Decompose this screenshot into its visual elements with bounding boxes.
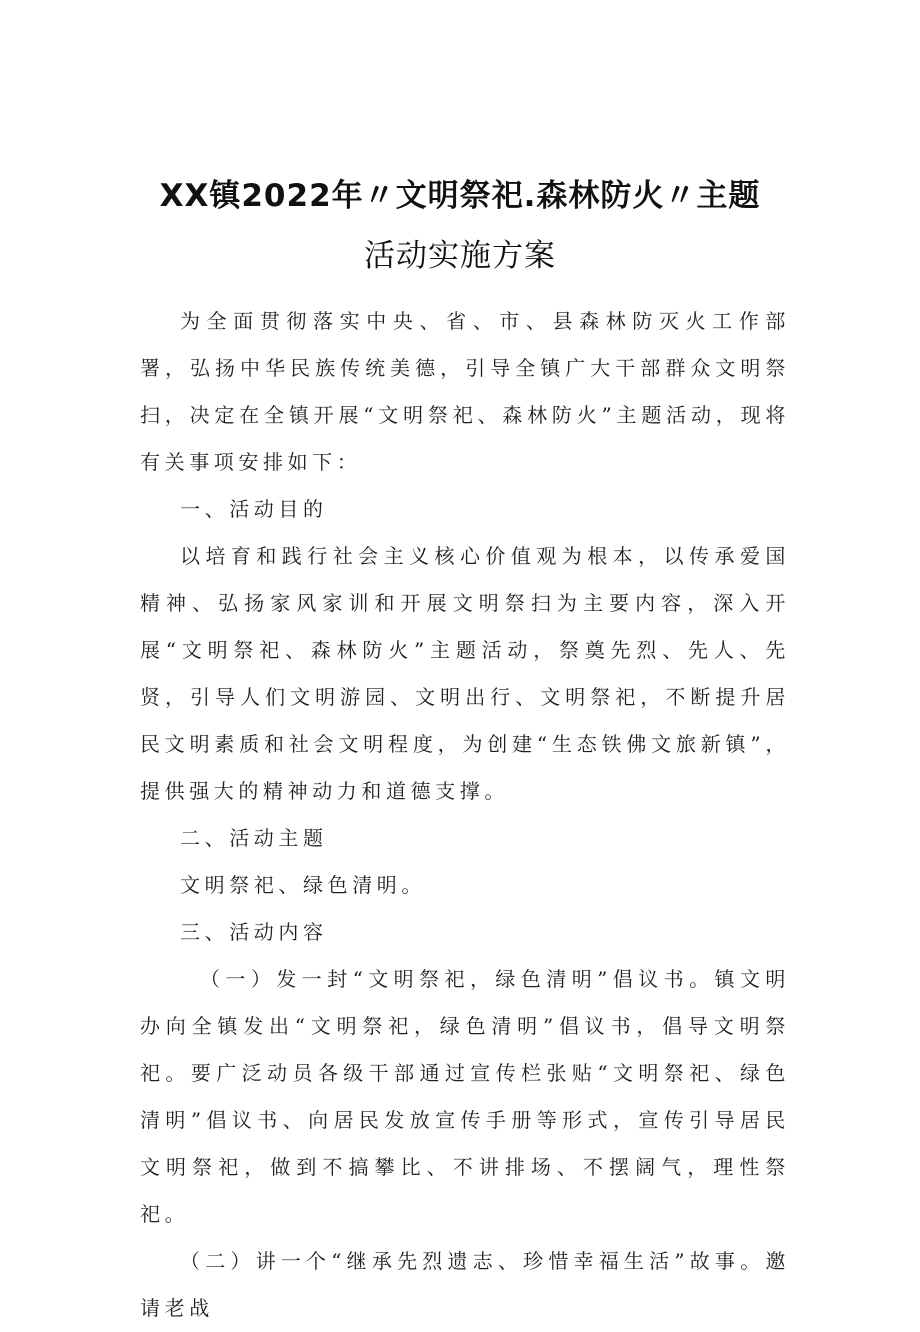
section-3-heading: 三、活动内容 (180, 920, 328, 944)
section-1-heading: 一、活动目的 (180, 497, 328, 521)
intro-paragraph: 为全面贯彻落实中央、省、市、县森林防灭火工作部署，弘扬中华民族传统美德，引导全镇广大干部群众文明祭扫，决定在全镇开展“文明祭祀、森林防火”主题活动，现将有关事项安排如下： (140, 309, 790, 474)
section-3-item-2-paragraph: （二）讲一个“继承先烈遗志、珍惜幸福生活”故事。邀请老战 (140, 1249, 790, 1320)
section-1-paragraph: 以培育和践行社会主义核心价值观为根本，以传承爱国精神、弘扬家风家训和开展文明祭扫为主要内容，深入开展“文明祭祀、森林防火”主题活动，祭奠先烈、先人、先贤，引导人们文明游园、文明出行、文明祭祀，不断提升居民文明素质和社会文明程度，为创建“生态铁佛文旅新镇”，提供强大的精神动力和道德支撑。 (140, 544, 790, 803)
document-title-line-2: 活动实施方案 (364, 238, 556, 274)
section-2-heading: 二、活动主题 (180, 826, 328, 850)
section-3-item-1-paragraph: （一）发一封“文明祭祀，绿色清明”倡议书。镇文明办向全镇发出“文明祭祀，绿色清明”倡议书，倡导文明祭祀。要广泛动员各级干部通过宣传栏张贴“文明祭祀、绿色清明”倡议书、向居民发放宣传手册等形式，宣传引导居民文明祭祀，做到不搞攀比、不讲排场、不摆阔气，理性祭祀。 (140, 967, 790, 1226)
section-2-paragraph: 文明祭祀、绿色清明。 (180, 873, 426, 897)
document-body (140, 298, 790, 1332)
document-title-line-1: XX镇2022年〃文明祭祀.森林防火〃主题 (159, 178, 761, 214)
